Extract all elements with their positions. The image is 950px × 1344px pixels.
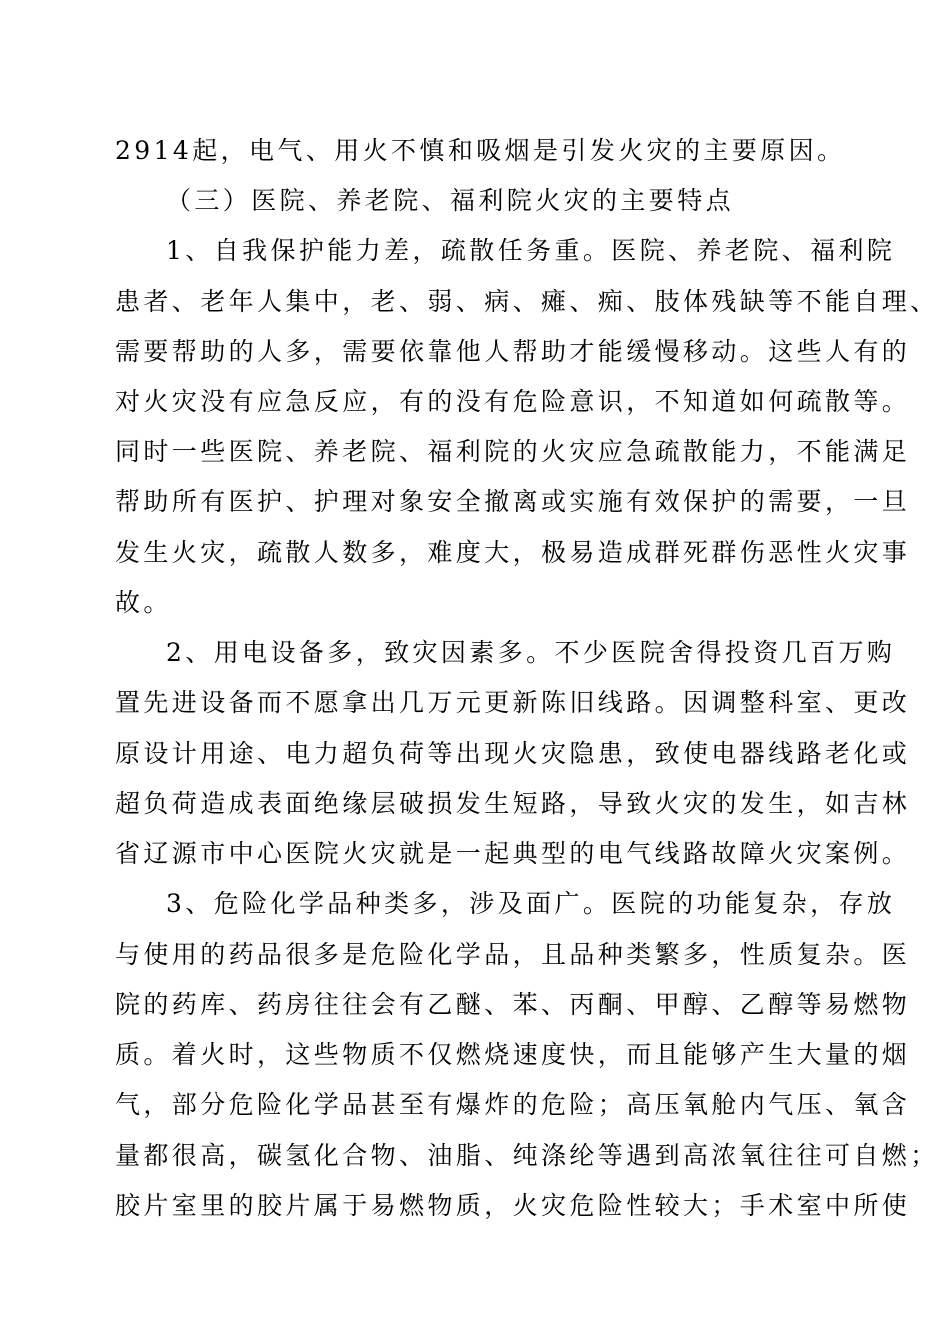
- body-text-line: 患者、老年人集中，老、弱、病、瘫、痴、肢体残缺等不能自理、: [115, 287, 939, 316]
- body-text-line: 超负荷造成表面绝缘层破损发生短路，导致火灾的发生，如吉林: [115, 789, 911, 818]
- body-text-line: 胶片室里的胶片属于易燃物质，火灾危险性较大；手术室中所使: [115, 1191, 911, 1220]
- body-text-line: 省辽源市中心医院火灾就是一起典型的电气线路故障火灾案例。: [115, 839, 911, 868]
- body-text-line: 量都很高，碳氢化合物、油脂、纯涤纶等遇到高浓氧往往可自燃；: [115, 1141, 939, 1170]
- body-text-line: 需要帮助的人多，需要依靠他人帮助才能缓慢移动。这些人有的: [115, 337, 911, 366]
- body-text-line: 对火灾没有应急反应，有的没有危险意识，不知道如何疏散等。: [115, 387, 911, 416]
- body-text-line: 帮助所有医护、护理对象安全撤离或实施有效保护的需要，一旦: [115, 487, 911, 516]
- paragraph-first-line: 3、危险化学品种类多，涉及面广。医院的功能复杂，存放: [166, 889, 896, 918]
- body-text-line: 发生火灾，疏散人数多，难度大，极易造成群死群伤恶性火灾事: [115, 538, 911, 567]
- body-text-line: 置先进设备而不愿拿出几万元更新陈旧线路。因调整科室、更改: [115, 688, 911, 717]
- body-text-line: 2914起，电气、用火不慎和吸烟是引发火灾的主要原因。: [115, 136, 846, 165]
- paragraph-first-line: 2、用电设备多，致灾因素多。不少医院舍得投资几百万购: [166, 638, 896, 667]
- body-text-line: 气，部分危险化学品甚至有爆炸的危险；高压氧舱内气压、氧含: [115, 1090, 911, 1119]
- body-text-line: 院的药库、药房往往会有乙醚、苯、丙酮、甲醇、乙醇等易燃物: [115, 990, 911, 1019]
- body-text-line: 质。着火时，这些物质不仅燃烧速度快，而且能够产生大量的烟: [115, 1040, 911, 1069]
- body-text-line: 原设计用途、电力超负荷等出现火灾隐患，致使电器线路老化或: [115, 739, 911, 768]
- body-text-line: 故。: [115, 588, 172, 617]
- body-text-line: 与使用的药品很多是危险化学品，且品种类繁多，性质复杂。医: [115, 940, 911, 969]
- paragraph-first-line: 1、自我保护能力差，疏散任务重。医院、养老院、福利院: [166, 236, 896, 265]
- body-text-line: 同时一些医院、养老院、福利院的火灾应急疏散能力，不能满足: [115, 437, 911, 466]
- section-heading: （三）医院、养老院、福利院火灾的主要特点: [166, 186, 735, 215]
